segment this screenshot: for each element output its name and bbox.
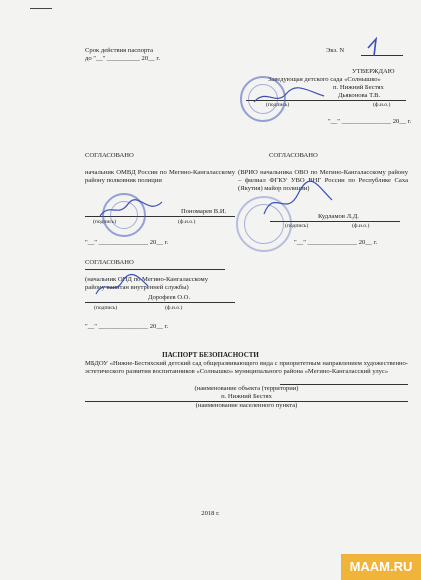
maam-logo: MAAM.RU	[341, 554, 421, 580]
approve-title: УТВЕРЖДАЮ	[352, 68, 395, 75]
approve-fio-caption: (ф.и.о.)	[373, 102, 391, 108]
passport-object: МБДОУ «Нижне-Бестяхский детский сад общеразвивающего вида с приоритетным направлением художественно-эстетического развития воспитанников «Солнышко» муниципального района «Мегино-Кангаласский улус»	[85, 360, 408, 375]
agreed-bottom-sign-caption: (подпись)	[94, 305, 118, 311]
passport-place-caption: (наименование населенного пункта)	[195, 402, 298, 409]
agreed-left-fio-caption: (ф.и.о.)	[178, 219, 196, 225]
approve-line1: Заведующая детского сада «Солнышко»	[268, 76, 381, 83]
approve-line2: п. Нижний Бестях	[333, 84, 384, 91]
approve-date: "__" _______________ 20__ г.	[328, 118, 412, 125]
approve-name: Дьяконова Т.В.	[338, 92, 381, 99]
copy-number-label: Экз. N	[326, 47, 345, 54]
passport-place: п. Нижний Бестях	[85, 393, 408, 402]
handwritten-number	[362, 36, 392, 58]
passport-title: ПАСПОРТ БЕЗОПАСНОСТИ	[162, 351, 259, 359]
approve-sign-caption: (подпись)	[266, 102, 290, 108]
agreed-bottom-title: СОГЛАСОВАНО	[85, 259, 134, 266]
validity-label: Срок действия паспорта	[85, 47, 154, 54]
agreed-left-name: Пономарев В.И.	[181, 208, 227, 215]
agreed-bottom-name: Дорофеев О.О.	[148, 294, 191, 301]
agreed-right-sign-caption: (подпись)	[285, 223, 309, 229]
agreed-bottom-date: "__" _______________ 20__ г.	[85, 323, 169, 330]
agreed-left-text: начальник ОМВД России по Мегино-Кангаласскому району полковник полиции	[85, 169, 235, 184]
agreed-right-title: СОГЛАСОВАНО	[269, 152, 318, 159]
corner-mark	[30, 8, 52, 9]
agreed-bottom-signature	[92, 272, 152, 300]
approve-signature	[250, 84, 330, 108]
agreed-right-name: Кудламов Л.Д.	[318, 213, 359, 220]
agreed-left-signature	[96, 196, 166, 222]
agreed-bottom-top-line	[85, 268, 225, 270]
passport-year: 2018 г.	[201, 510, 220, 517]
passport-object-caption: (наименование объекта (территории)	[194, 385, 299, 392]
validity-date: до "__" __________ 20__ г.	[85, 55, 160, 62]
agreed-right-fio-caption: (ф.и.о.)	[352, 223, 370, 229]
agreed-right-date: "__" _______________ 20__ г.	[294, 239, 378, 246]
agreed-bottom-line1: (начальник ОНД по Мегино-Кангаласскому	[85, 276, 209, 283]
agreed-left-sign-caption: (подпись)	[93, 219, 117, 225]
agreed-left-date: "__" _______________ 20__ г.	[85, 239, 169, 246]
agreed-bottom-fio-caption: (ф.и.о.)	[165, 305, 183, 311]
agreed-left-title: СОГЛАСОВАНО	[85, 152, 134, 159]
agreed-bottom-line2: району капитан внутренней службы)	[85, 284, 189, 291]
passport-object-line	[280, 376, 408, 385]
agreed-right-signature	[258, 178, 338, 222]
agreed-right-text: (ВРИО начальника ОВО по Мегино-Кангаласскому району – филиал ФГКУ УВО ВНГ России по Республике Саха (Якутия) майор полиции)	[238, 169, 408, 192]
